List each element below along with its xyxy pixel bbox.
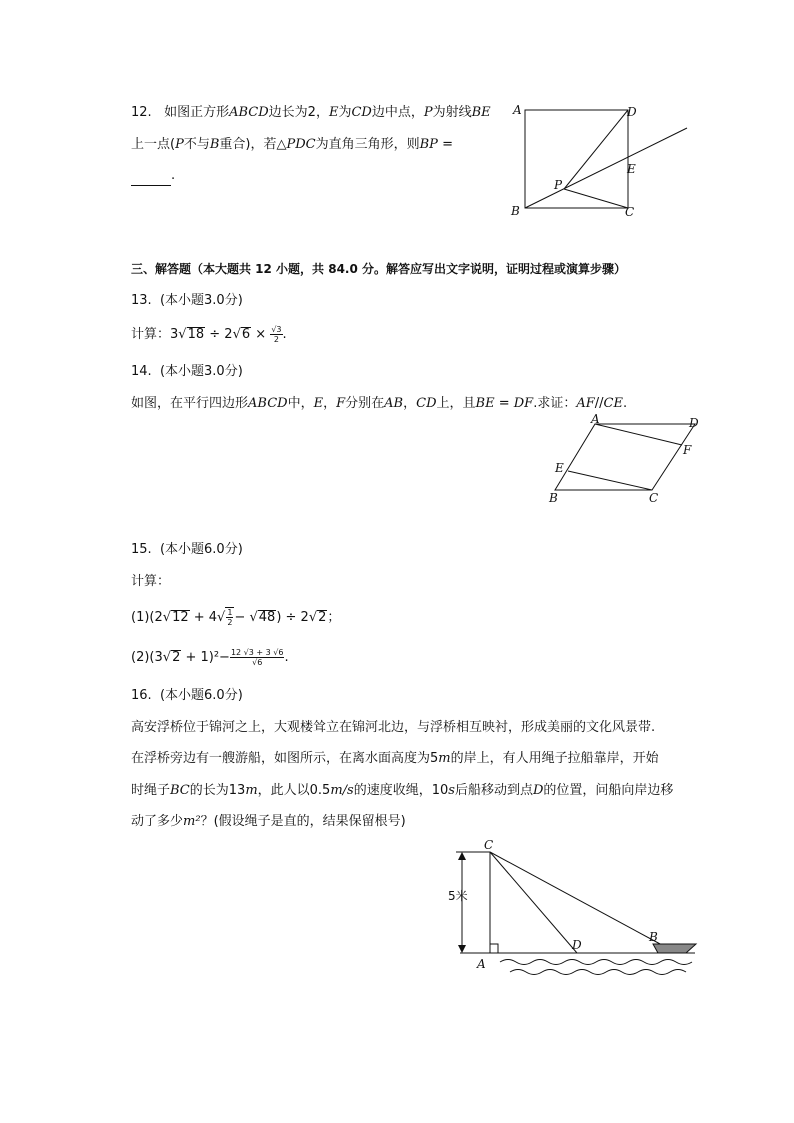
q14-text-part: = xyxy=(494,396,514,411)
q12-text: 为 xyxy=(338,105,352,120)
math-term: ； xyxy=(327,610,341,625)
label-p: P xyxy=(554,178,563,192)
height-label: 5米 xyxy=(448,889,468,903)
rope-cd xyxy=(490,852,577,953)
q15-part2: (2)(3√2 + 1)²− $\frac{12 √3 + 3 √6}{√6}$ . xyxy=(131,648,289,667)
wave-line xyxy=(500,960,692,965)
q13-header xyxy=(131,291,243,311)
fraction xyxy=(226,608,233,627)
q16-var: m² xyxy=(183,814,201,829)
q14-text-part: 中， xyxy=(287,396,314,411)
q15-header xyxy=(131,540,243,560)
square-abcd xyxy=(525,110,628,208)
q12-text: 重合)，若△ xyxy=(219,137,287,152)
q14-text-part: ， xyxy=(323,396,337,411)
q15-part1: (1)(2√12 + 4√ $\frac{1}{2}$ − √48) ÷ 2√2； xyxy=(131,608,341,627)
answer-blank[interactable] xyxy=(131,171,171,186)
q16-text-part: 时绳子 xyxy=(131,783,171,798)
q13-label: 计算： xyxy=(131,327,171,342)
q16-text-part: 动了多少 xyxy=(131,814,184,829)
parallelogram-abcd xyxy=(555,424,695,490)
numerator: 12 √3 + 3 √6 xyxy=(230,648,284,657)
label-d: D xyxy=(627,105,637,119)
q14-score: (本小题3.0分) xyxy=(159,364,243,379)
q12-var: BE xyxy=(471,105,491,120)
q16-figure xyxy=(440,832,710,980)
math-term: − xyxy=(234,610,250,625)
q12-var: ABCD xyxy=(229,105,269,120)
q16-line4 xyxy=(131,812,406,832)
q16-text-part: ？(假设绳子是直的，结果保留根号) xyxy=(200,814,406,829)
q14-figure xyxy=(545,414,705,506)
numerator: 1 xyxy=(227,608,233,617)
q16-line1: 高安浮桥位于锦河之上，大观楼耸立在锦河北边，与浮桥相互映衬，形成美丽的文化风景带. xyxy=(131,720,656,735)
math-term: + 4 xyxy=(189,610,218,625)
math-term: 3 xyxy=(170,327,179,342)
q14-text-part: // xyxy=(594,396,604,411)
q12-var: P xyxy=(175,137,184,152)
segment-ec xyxy=(568,471,652,490)
q12-line2 xyxy=(131,135,453,155)
label-e: E xyxy=(555,461,564,475)
label-f: F xyxy=(683,443,692,457)
q12-text: 边中点， xyxy=(371,105,424,120)
q14-text-part: . xyxy=(622,396,628,411)
label-d: D xyxy=(572,938,582,952)
sqrt-radicand: 2 xyxy=(318,610,327,625)
q14-var: DF xyxy=(513,396,534,411)
q16-var: m/s xyxy=(330,783,354,798)
q16-var: m xyxy=(245,783,258,798)
label-d: D xyxy=(689,416,699,430)
math-term: ) ÷ 2 xyxy=(276,610,309,625)
q12-var: E xyxy=(328,105,339,120)
q14-var: ABCD xyxy=(248,396,288,411)
q16-number: 16. xyxy=(131,688,152,703)
math-term: (2)(3 xyxy=(131,650,163,665)
q14-var: F xyxy=(336,396,346,411)
label-c: C xyxy=(649,491,659,505)
sqrt-radicand: 12 xyxy=(172,610,189,625)
wave-line xyxy=(510,970,686,975)
q12-number: 12. xyxy=(131,105,152,120)
q12-text: 上一点( xyxy=(131,137,176,152)
arrow-down-head xyxy=(458,945,466,953)
q16-var: D xyxy=(532,783,544,798)
label-a: A xyxy=(513,103,522,117)
q13-score: (本小题3.0分) xyxy=(159,293,243,308)
q16-line2 xyxy=(131,749,659,769)
q15-score: (本小题6.0分) xyxy=(159,542,243,557)
sqrt-radicand: 18 xyxy=(187,327,205,342)
q16-text-part: 的速度收绳，10 xyxy=(353,783,449,798)
q16-var: m xyxy=(438,751,451,766)
q14-text xyxy=(131,394,627,414)
q12-var: CD xyxy=(351,105,372,120)
q14-text-part: ， xyxy=(403,396,417,411)
segment-pc xyxy=(564,189,628,208)
segment-pd xyxy=(564,110,628,189)
numerator: √3 xyxy=(271,325,282,334)
q12-line3 xyxy=(131,166,175,186)
q13-number: 13. xyxy=(131,293,152,308)
q15-label: 计算： xyxy=(131,574,171,589)
boat xyxy=(653,944,696,953)
q16-text-part: ，此人以0.5 xyxy=(257,783,331,798)
q16-text-part: 在浮桥旁边有一艘游船，如图所示，在离水面高度为5 xyxy=(131,751,439,766)
q14-header xyxy=(131,362,243,382)
label-b: B xyxy=(549,491,558,505)
math-term: . xyxy=(284,650,289,665)
label-c: C xyxy=(484,838,494,852)
q14-var: BE xyxy=(475,396,495,411)
q12-line1 xyxy=(131,103,491,123)
label-b: B xyxy=(649,930,658,944)
fraction xyxy=(270,325,282,344)
q12-text: 不与 xyxy=(183,137,210,152)
q14-text-part: 如图，在平行四边形 xyxy=(131,396,249,411)
q14-number: 14. xyxy=(131,364,152,379)
q12-var: B xyxy=(209,137,220,152)
label-e: E xyxy=(627,162,636,176)
denominator: 2 xyxy=(227,618,233,627)
right-angle-mark xyxy=(490,944,498,953)
q16-var: BC xyxy=(170,783,190,798)
q16-line3 xyxy=(131,781,673,801)
label-a: A xyxy=(591,414,600,426)
q12-text: 为射线 xyxy=(432,105,472,120)
q12-text: . xyxy=(171,168,176,183)
label-c: C xyxy=(625,205,635,219)
rope-cb xyxy=(490,852,662,945)
q16-text-part: 的位置，问船向岸边移 xyxy=(543,783,674,798)
ray-be xyxy=(525,128,687,208)
q12-text: 如图正方形 xyxy=(164,105,230,120)
math-term: ÷ 2 xyxy=(205,327,233,342)
q12-var: P xyxy=(423,105,433,120)
q14-var: CD xyxy=(416,396,437,411)
q16-score: (本小题6.0分) xyxy=(159,688,243,703)
sqrt-radicand: 6 xyxy=(241,327,251,342)
sqrt-radicand: 2 xyxy=(172,650,181,665)
q14-text-part: 分别在 xyxy=(345,396,385,411)
q16-text-part: 后船移动到点 xyxy=(454,783,533,798)
q14-var: E xyxy=(313,396,324,411)
q12-var: BP xyxy=(419,137,438,152)
q16-var: s xyxy=(448,783,455,798)
label-b: B xyxy=(511,204,520,218)
q12-text: 边长为2， xyxy=(268,105,329,120)
fraction xyxy=(230,648,285,667)
sqrt-radicand: 48 xyxy=(258,610,276,625)
q14-var: AB xyxy=(384,396,404,411)
arrow-up-head xyxy=(458,852,466,860)
q12-text: = xyxy=(437,137,453,152)
segment-af xyxy=(595,424,682,445)
math-term: + 1)²− xyxy=(181,650,230,665)
q12-var: PDC xyxy=(286,137,316,152)
q16-text-part: 的长为13 xyxy=(189,783,246,798)
label-a: A xyxy=(477,957,486,971)
q16-text-part: 的岸上，有人用绳子拉船靠岸，开始 xyxy=(450,751,659,766)
q14-text-part: .求证： xyxy=(533,396,577,411)
q15-number: 15. xyxy=(131,542,152,557)
math-term: × xyxy=(251,327,271,342)
denominator: √6 xyxy=(252,658,263,667)
denominator: 2 xyxy=(273,335,279,344)
q12-figure xyxy=(505,98,705,223)
q14-var: CE xyxy=(603,396,623,411)
section-title: 三、解答题（本大题共 12 小题，共 84.0 分。解答应写出文字说明，证明过程或演算步骤） xyxy=(131,262,627,276)
q13-expression: 计算：3√18 ÷ 2√6 × $\frac{√3}{2}$ . xyxy=(131,325,287,344)
math-term: (1)(2 xyxy=(131,610,163,625)
q16-header xyxy=(131,686,243,706)
math-term: . xyxy=(282,327,287,342)
q14-text-part: 上，且 xyxy=(436,396,476,411)
q12-text: 为直角三角形，则 xyxy=(315,137,420,152)
q14-var: AF xyxy=(576,396,595,411)
